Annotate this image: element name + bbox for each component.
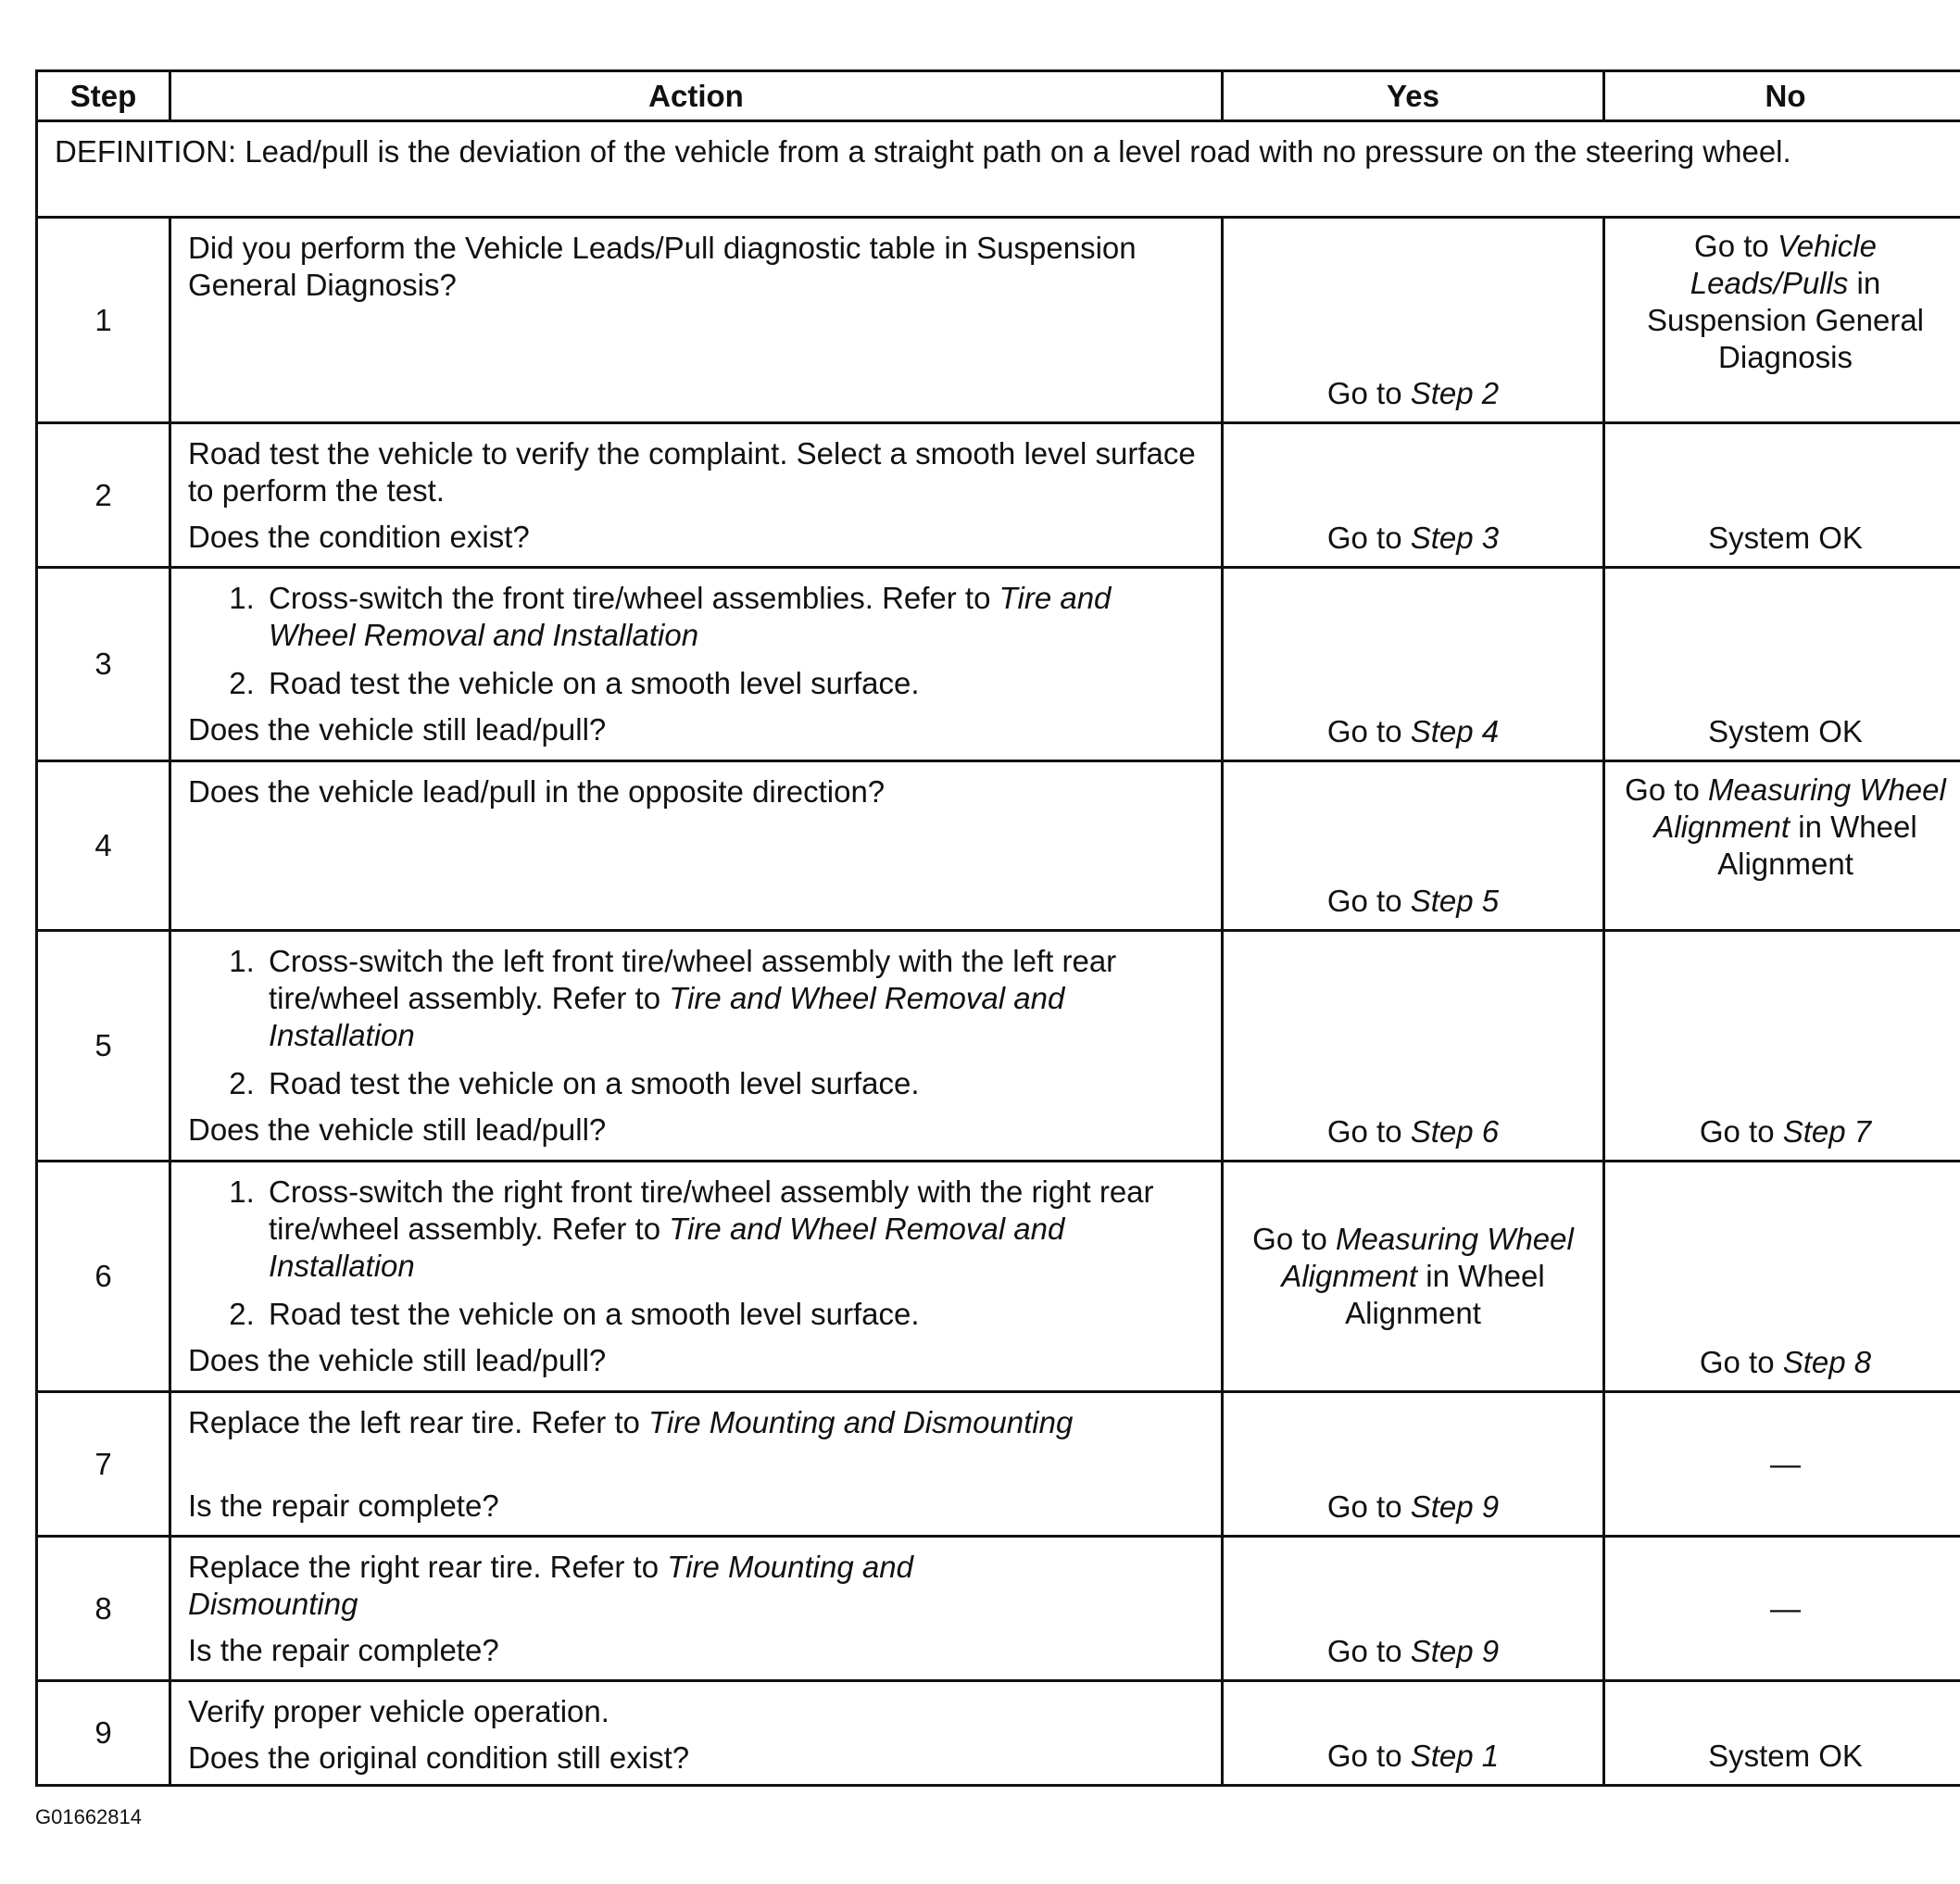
yes-link[interactable]: Step 6 <box>1410 1114 1500 1149</box>
table-row <box>37 1681 1960 1786</box>
list-item: 2. Road test the vehicle on a smooth level surface. <box>263 1296 1204 1333</box>
action-cell <box>170 423 1223 568</box>
yes-link[interactable]: Step 9 <box>1410 1634 1500 1668</box>
no-cell: System OK <box>1604 423 1960 568</box>
no-cell: System OK <box>1604 568 1960 761</box>
yes-suffix: Wheel Alignment <box>1345 1259 1545 1330</box>
step-number: 7 <box>37 1392 170 1537</box>
go-to-label: Go to <box>1326 714 1411 748</box>
action-question: Does the original condition still exist? <box>188 1740 690 1775</box>
table-row <box>37 931 1960 1162</box>
yes-cell <box>1223 1537 1604 1681</box>
step-number: 3 <box>37 568 170 761</box>
no-link[interactable]: Measuring Wheel Alignment <box>1653 772 1946 844</box>
step-number: 6 <box>37 1162 170 1392</box>
yes-cell <box>1223 761 1604 931</box>
table-row <box>37 1162 1960 1392</box>
item-text: Cross-switch the front tire/wheel assemblies. Refer to <box>269 581 999 615</box>
go-to-label: Go to <box>1326 1489 1411 1524</box>
yes-link[interactable]: Step 2 <box>1410 376 1500 410</box>
go-to-label: Go to <box>1326 1114 1411 1149</box>
action-question: Does the condition exist? <box>188 520 530 554</box>
table-row <box>37 568 1960 761</box>
table-row <box>37 1392 1960 1537</box>
list-item <box>263 1174 1204 1285</box>
yes-cell <box>1223 931 1604 1162</box>
yes-cell <box>1223 568 1604 761</box>
action-question: Does the vehicle still lead/pull? <box>188 712 607 747</box>
no-cell <box>1604 761 1960 931</box>
step-number: 4 <box>37 761 170 931</box>
table-row <box>37 423 1960 568</box>
header-yes: Yes <box>1223 71 1604 121</box>
go-to-label: Go to <box>1694 229 1778 263</box>
step-number: 1 <box>37 218 170 423</box>
header-step: Step <box>37 71 170 121</box>
yes-cell <box>1223 1392 1604 1537</box>
diagnostic-table <box>35 69 1960 1787</box>
in-label: in <box>1848 266 1881 300</box>
reference-link[interactable]: Tire and Wheel Removal and Installation <box>269 581 1112 652</box>
list-item: 2. Road test the vehicle on a smooth level surface. <box>263 665 1204 702</box>
no-link[interactable]: Vehicle Leads/Pulls <box>1690 229 1877 300</box>
table-row <box>37 1537 1960 1681</box>
action-cell <box>170 1392 1223 1537</box>
no-cell <box>1604 218 1960 423</box>
no-cell: — <box>1604 1537 1960 1681</box>
action-question: Does the vehicle still lead/pull? <box>188 1343 607 1377</box>
reference-link[interactable]: Tire and Wheel Removal and Installation <box>269 981 1065 1052</box>
go-to-label: Go to <box>1699 1345 1783 1379</box>
no-link[interactable]: Step 7 <box>1782 1114 1872 1149</box>
action-steps-list <box>188 1174 1204 1333</box>
action-cell <box>170 761 1223 931</box>
go-to-label: Go to <box>1252 1222 1337 1256</box>
list-item <box>263 943 1204 1054</box>
list-item <box>263 580 1204 654</box>
action-cell <box>170 1537 1223 1681</box>
table-row <box>37 761 1960 931</box>
no-cell <box>1604 1162 1960 1392</box>
no-cell: — <box>1604 1392 1960 1537</box>
no-cell <box>1604 931 1960 1162</box>
action-cell <box>170 1681 1223 1786</box>
header-row <box>37 71 1960 121</box>
action-question: Does the vehicle still lead/pull? <box>188 1112 607 1147</box>
item-text: Cross-switch the left front tire/wheel assembly with the left rear tire/wheel assembly. Refer to <box>269 944 1117 1015</box>
action-text: Replace the right rear tire. Refer to <box>188 1550 668 1584</box>
step-number: 2 <box>37 423 170 568</box>
step-number: 5 <box>37 931 170 1162</box>
yes-cell <box>1223 1162 1604 1392</box>
header-no: No <box>1604 71 1960 121</box>
action-text: Road test the vehicle to verify the complaint. Select a smooth level surface to perform the test. <box>188 436 1196 508</box>
action-steps-list <box>188 580 1204 702</box>
action-text: Replace the left rear tire. Refer to <box>188 1405 649 1439</box>
go-to-label: Go to <box>1699 1114 1783 1149</box>
yes-link[interactable]: Step 5 <box>1410 884 1500 918</box>
action-question: Is the repair complete? <box>188 1633 499 1667</box>
action-cell <box>170 568 1223 761</box>
go-to-label: Go to <box>1326 521 1411 555</box>
yes-link[interactable]: Measuring Wheel Alignment <box>1281 1222 1574 1293</box>
step-number: 8 <box>37 1537 170 1681</box>
yes-link[interactable]: Step 9 <box>1410 1489 1500 1524</box>
action-text: Verify proper vehicle operation. <box>188 1694 609 1728</box>
yes-link[interactable]: Step 4 <box>1410 714 1500 748</box>
action-cell <box>170 1162 1223 1392</box>
list-item: 2. Road test the vehicle on a smooth level surface. <box>263 1065 1204 1102</box>
no-cell: System OK <box>1604 1681 1960 1786</box>
yes-cell <box>1223 1681 1604 1786</box>
in-label: in <box>1417 1259 1459 1293</box>
go-to-label: Go to <box>1625 772 1709 807</box>
no-suffix: Suspension General Diagnosis <box>1646 303 1925 374</box>
item-text: Cross-switch the right front tire/wheel assembly with the right rear tire/wheel assembly. Refer to <box>269 1174 1154 1246</box>
action-question: Is the repair complete? <box>188 1488 499 1523</box>
figure-id: G01662814 <box>35 1805 142 1828</box>
yes-cell <box>1223 218 1604 423</box>
table-row <box>37 218 1960 423</box>
go-to-label: Go to <box>1326 884 1411 918</box>
go-to-label: Go to <box>1326 376 1411 410</box>
no-link[interactable]: Step 8 <box>1782 1345 1872 1379</box>
reference-link[interactable]: Tire and Wheel Removal and Installation <box>269 1212 1065 1283</box>
diagnostic-table-container <box>35 69 1946 1787</box>
go-to-label: Go to <box>1326 1634 1411 1668</box>
reference-link[interactable]: Tire Mounting and Dismounting <box>188 1550 913 1621</box>
action-cell <box>170 218 1223 423</box>
yes-link[interactable]: Step 3 <box>1410 521 1500 555</box>
go-to-label: Go to <box>1326 1739 1411 1773</box>
reference-link[interactable]: Tire Mounting and Dismounting <box>648 1405 1074 1439</box>
action-text: Does the vehicle lead/pull in the opposite direction? <box>188 774 886 809</box>
yes-link[interactable]: Step 1 <box>1410 1739 1500 1773</box>
action-text: Did you perform the Vehicle Leads/Pull diagnostic table in Suspension General Diagnosis? <box>188 231 1137 302</box>
action-cell <box>170 931 1223 1162</box>
yes-cell <box>1223 423 1604 568</box>
definition-row <box>37 121 1960 218</box>
no-suffix: Wheel Alignment <box>1717 810 1917 881</box>
in-label: in <box>1790 810 1831 844</box>
header-action: Action <box>170 71 1223 121</box>
action-steps-list <box>188 943 1204 1102</box>
definition-text: DEFINITION: Lead/pull is the deviation of the vehicle from a straight path on a level road with no pressure on the steering wheel. <box>37 121 1960 218</box>
step-number: 9 <box>37 1681 170 1786</box>
